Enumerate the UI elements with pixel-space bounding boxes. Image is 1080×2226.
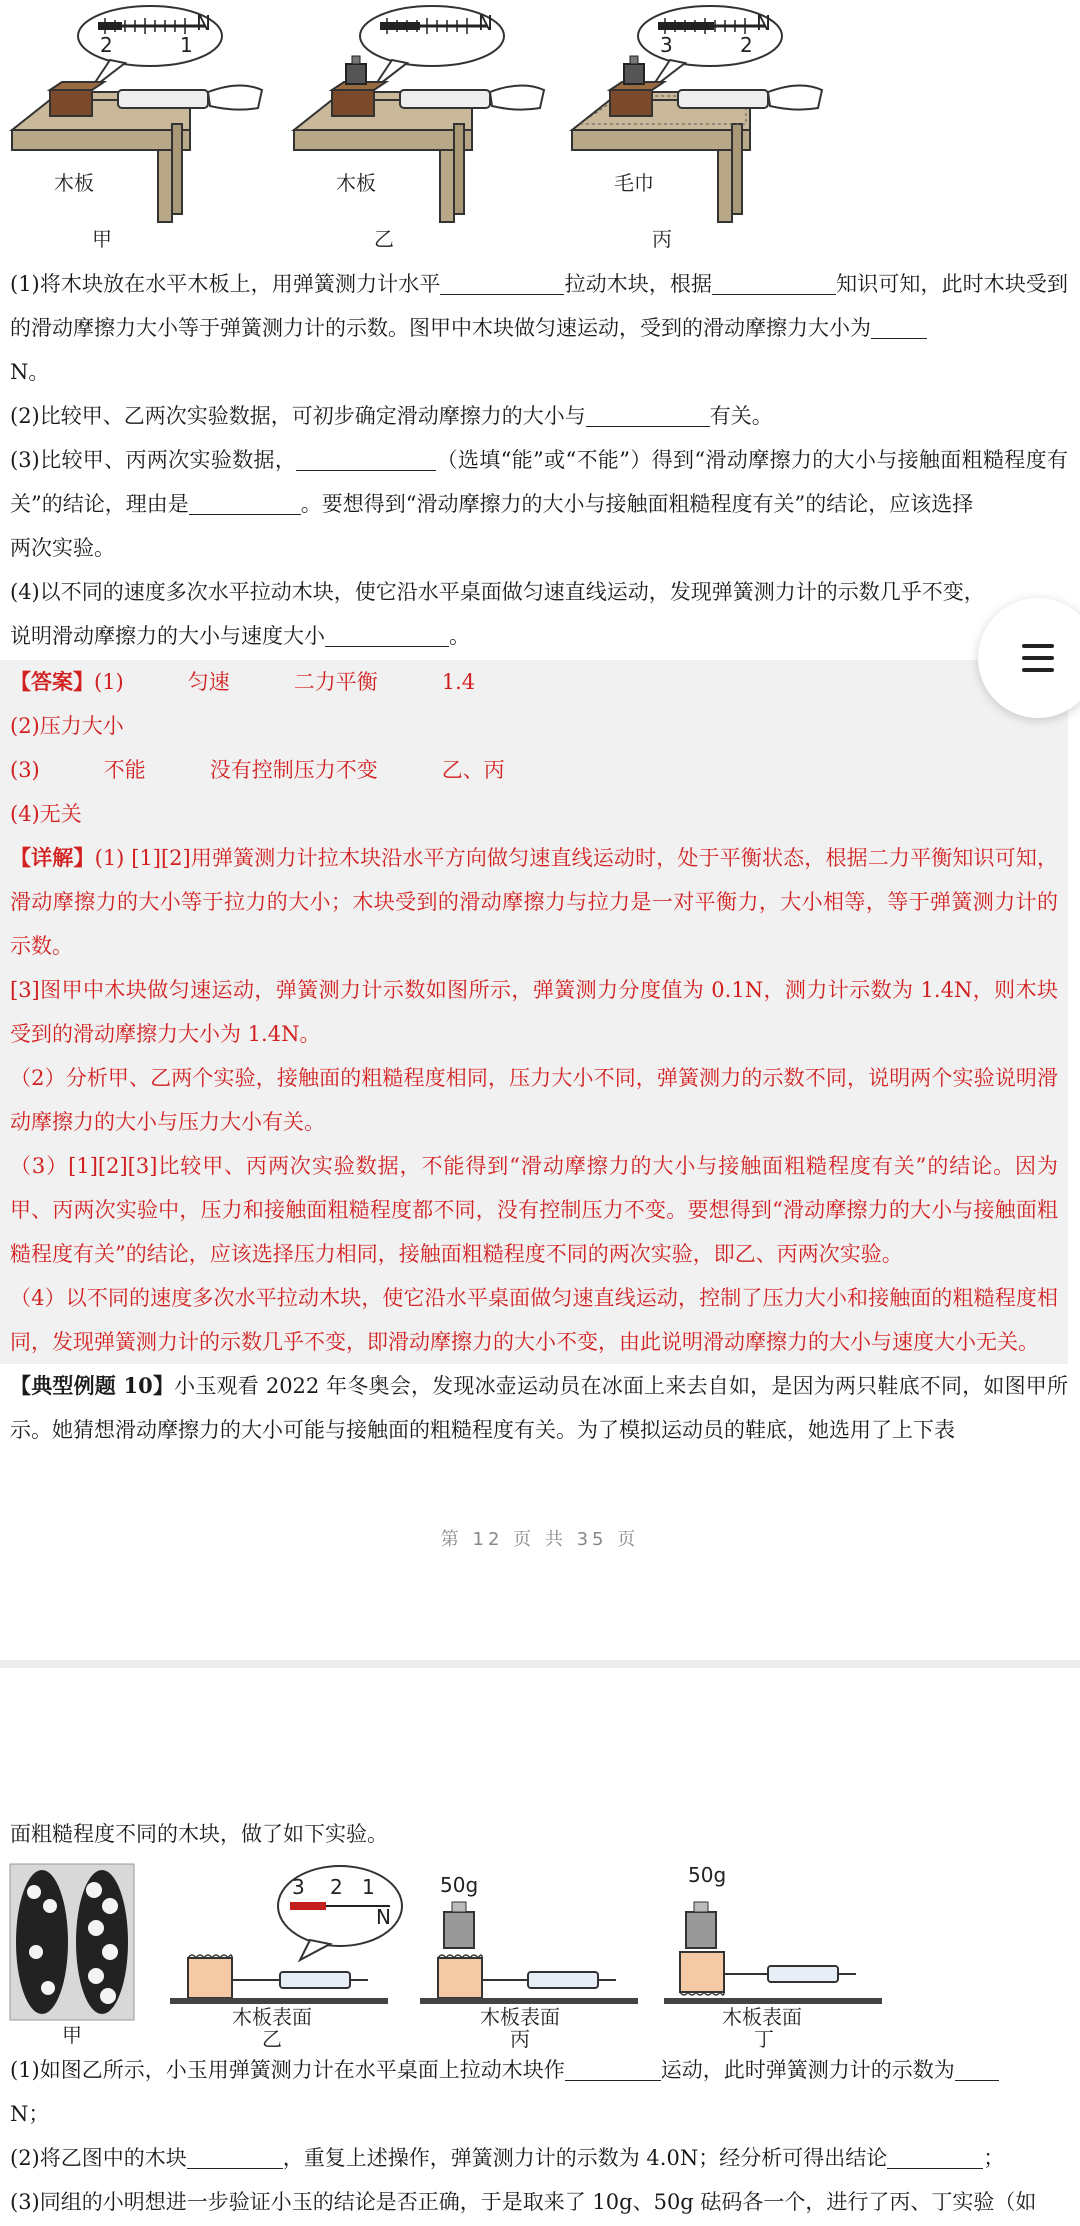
figure-yi xyxy=(282,0,562,262)
answer-1-num: (1) xyxy=(94,670,124,694)
ex10-question-3: (3)同组的小明想进一步验证小玉的结论是否正确，于是取来了 10g、50g 砝码各一个，进行了丙、丁实验（如 xyxy=(10,2190,1037,2214)
detail-2: [3]图甲中木块做匀速运动，弹簧测力计示数如图所示，弹簧测力分度值为 0.1N，测力计示数为 1.4N，则木块受到的滑动摩擦力大小为 1.4N。 xyxy=(10,978,1058,1046)
fig2-yi-scale-3: 3 xyxy=(292,1875,305,1899)
ex10-q2-text-b: ，重复上述操作，弹簧测力计的示数为 4.0N；经分析可得出结论 xyxy=(282,2146,888,2170)
fig2-yi-surface: 木板表面 xyxy=(232,2005,312,2029)
q2-text-a: (2)比较甲、乙两次实验数据，可初步确定滑动摩擦力的大小与 xyxy=(10,404,586,428)
answer-3-2: 没有控制压力不变 xyxy=(209,758,378,782)
question-1 xyxy=(10,262,1068,394)
ex10-q2-blank-1[interactable] xyxy=(187,2145,283,2169)
figure-yi-caption: 乙 xyxy=(374,227,394,251)
detail-4: （3）[1][2][3]比较甲、丙两次实验数据，不能得到“滑动摩擦力的大小与接触面粗糙程度有关”的结论。因为甲、丙两次实验中，压力和接触面粗糙程度都不同，没有控制压力不变。要想得到“滑动摩擦力的大小与接触面粗糙程度有关”的结论，应该选择压力相同，接触面粗糙程度不同的两次实验，即乙、丙两次实验。 xyxy=(10,1154,1058,1266)
answer-3-3: 乙、丙 xyxy=(441,758,505,782)
q3-blank-1[interactable] xyxy=(296,447,436,471)
q2-blank[interactable] xyxy=(586,403,710,427)
question-4 xyxy=(10,570,1068,658)
page2-questions xyxy=(10,2048,1068,2224)
fig2-yi-caption: 乙 xyxy=(262,2027,282,2048)
figure-row-top xyxy=(0,0,1080,262)
ex10-q1-text-b: 运动，此时弹簧测力计的示数为 xyxy=(660,2058,955,2082)
figure-yi-unit: N xyxy=(478,11,493,35)
figure-bing-surface: 毛巾 xyxy=(614,171,654,195)
answer-1-3: 1.4 xyxy=(441,670,476,694)
example-10-label: 【典型例题 10】 xyxy=(10,1373,175,1398)
q1-text-d: N。 xyxy=(10,360,50,384)
detail-label: 【详解】 xyxy=(10,845,95,870)
q1-blank-2[interactable] xyxy=(712,271,836,295)
figure-jia xyxy=(0,0,280,262)
question-block xyxy=(10,262,1068,1452)
figure-bing-scale-left: 3 xyxy=(660,33,673,57)
ex10-q1-blank-2[interactable] xyxy=(955,2057,999,2081)
answer-4: (4)无关 xyxy=(10,802,82,826)
figure-bing-unit: N xyxy=(756,11,771,35)
q1-text-c: 知识可知，此时木块受到的滑动摩擦力大小等于弹簧测力计的示数。图甲中木块做匀速运动，受到的滑动摩擦力大小为 xyxy=(10,272,1069,340)
detail-1-text: (1) [1][2]用弹簧测力计拉木块沿水平方向做匀速直线运动时，处于平衡状态，根据二力平衡知识可知，滑动摩擦力的大小等于拉力的大小；木块受到的滑动摩擦力与拉力是一对平衡力，大小相等，等于弹簧测力计的示数。 xyxy=(10,846,1058,958)
fig2-yi-scale-2: 2 xyxy=(330,1875,343,1899)
q4-blank[interactable] xyxy=(325,623,449,647)
document-page-13 xyxy=(0,1668,1080,2226)
figure-jia-surface: 木板 xyxy=(54,171,94,195)
ex10-q1-text-a: (1)如图乙所示，小玉用弹簧测力计在水平桌面上拉动木块作 xyxy=(10,2058,565,2082)
fig2-ding-caption: 丁 xyxy=(754,2027,774,2048)
figure-row-example-10 xyxy=(0,1862,1080,2048)
ex10-q2-text-c: ； xyxy=(983,2146,1005,2170)
fig2-ding-surface: 木板表面 xyxy=(722,2005,802,2029)
figure-bing xyxy=(560,0,840,262)
q3-text-c: 。要想得到“滑动摩擦力的大小与接触面粗糙程度有关”的结论，应该选择 xyxy=(300,492,974,516)
q2-text-b: 有关。 xyxy=(709,404,773,428)
answer-1 xyxy=(10,660,1058,704)
fig2-bing-caption: 丙 xyxy=(510,2027,530,2048)
ex10-q1-blank-1[interactable] xyxy=(565,2057,661,2081)
detail-5: （4）以不同的速度多次水平拉动木块，使它沿水平桌面做匀速直线运动，控制了压力大小和接触面的粗糙程度相同，发现弹簧测力计的示数几乎不变，即滑动摩擦力的大小不变，由此说明滑动摩擦力的大小与速度大小无关。 xyxy=(10,1286,1058,1354)
detail-1 xyxy=(10,836,1058,968)
figure-jia-unit: N xyxy=(196,11,211,35)
answer-3-1: 不能 xyxy=(103,758,146,782)
ex10-q2-blank-2[interactable] xyxy=(887,2145,983,2169)
q1-text-a: (1)将木块放在水平木板上，用弹簧测力计水平 xyxy=(10,272,441,296)
q3-text-a: (3)比较甲、丙两次实验数据， xyxy=(10,448,297,472)
answer-1-2: 二力平衡 xyxy=(293,670,378,694)
figure-jia-scale-right: 1 xyxy=(180,33,193,57)
fig2-jia-caption: 甲 xyxy=(62,2023,82,2047)
q4-text-a: (4)以不同的速度多次水平拉动木块，使它沿水平桌面做匀速直线运动，发现弹簧测力计的示数几乎不变， xyxy=(10,580,985,604)
figure-jia-caption: 甲 xyxy=(92,227,112,251)
detail-3: （2）分析甲、乙两个实验，接触面的粗糙程度相同，压力大小不同，弹簧测力的示数不同，说明两个实验说明滑动摩擦力的大小与压力大小有关。 xyxy=(10,1066,1058,1134)
figure-bing-scale-right: 2 xyxy=(740,33,753,57)
answer-2: (2)压力大小 xyxy=(10,714,124,738)
q3-blank-2[interactable] xyxy=(189,491,301,515)
page-separator xyxy=(0,1660,1080,1668)
ex10-q1-text-c: N； xyxy=(10,2102,50,2126)
answer-box xyxy=(0,660,1068,1364)
example-10-text: 小玉观看 2022 年冬奥会，发现冰壶运动员在冰面上来去自如，是因为两只鞋底不同，如图甲所示。她猜想滑动摩擦力的大小可能与接触面的粗糙程度有关。为了模拟运动员的鞋底，她选用了上下表 xyxy=(10,1374,1068,1442)
q1-blank-1[interactable] xyxy=(440,271,564,295)
figure-bing-caption: 丙 xyxy=(652,227,672,251)
ex10-question-2 xyxy=(10,2136,1068,2180)
answer-3-num: (3) xyxy=(10,758,40,782)
figure-yi-surface: 木板 xyxy=(336,171,376,195)
fig2-ding-mass: 50g xyxy=(688,1863,727,1887)
fig2-yi-unit: N xyxy=(376,1905,391,1929)
answer-3 xyxy=(10,748,1058,792)
answer-1-1: 匀速 xyxy=(187,670,230,694)
q3-text-b: （选填“能”或“不能”）得到“滑动摩擦力的大小与接触面粗糙程度有关”的结论，理由是 xyxy=(10,448,1068,516)
q4-text-c: 。 xyxy=(449,624,470,648)
example-10 xyxy=(10,1364,1068,1452)
question-2 xyxy=(10,394,1068,438)
q1-blank-3[interactable] xyxy=(871,315,927,339)
question-3 xyxy=(10,438,1068,570)
answer-label: 【答案】 xyxy=(10,669,94,694)
q1-text-b: 拉动木块，根据 xyxy=(564,272,713,296)
ex10-q2-text-a: (2)将乙图中的木块 xyxy=(10,2146,187,2170)
page2-continuation: 面粗糙程度不同的木块，做了如下实验。 xyxy=(10,1822,388,1846)
figure-jia-scale-left: 2 xyxy=(100,33,113,57)
ex10-question-1 xyxy=(10,2048,1068,2136)
fig2-bing-surface: 木板表面 xyxy=(480,2005,560,2029)
fig2-bing-mass: 50g xyxy=(440,1873,479,1897)
page-footer: 第 12 页 共 35 页 xyxy=(440,1529,640,1550)
q4-text-b: 说明滑动摩擦力的大小与速度大小 xyxy=(10,624,325,648)
fig2-yi-scale-1: 1 xyxy=(362,1875,375,1899)
q3-text-d: 两次实验。 xyxy=(10,536,115,560)
